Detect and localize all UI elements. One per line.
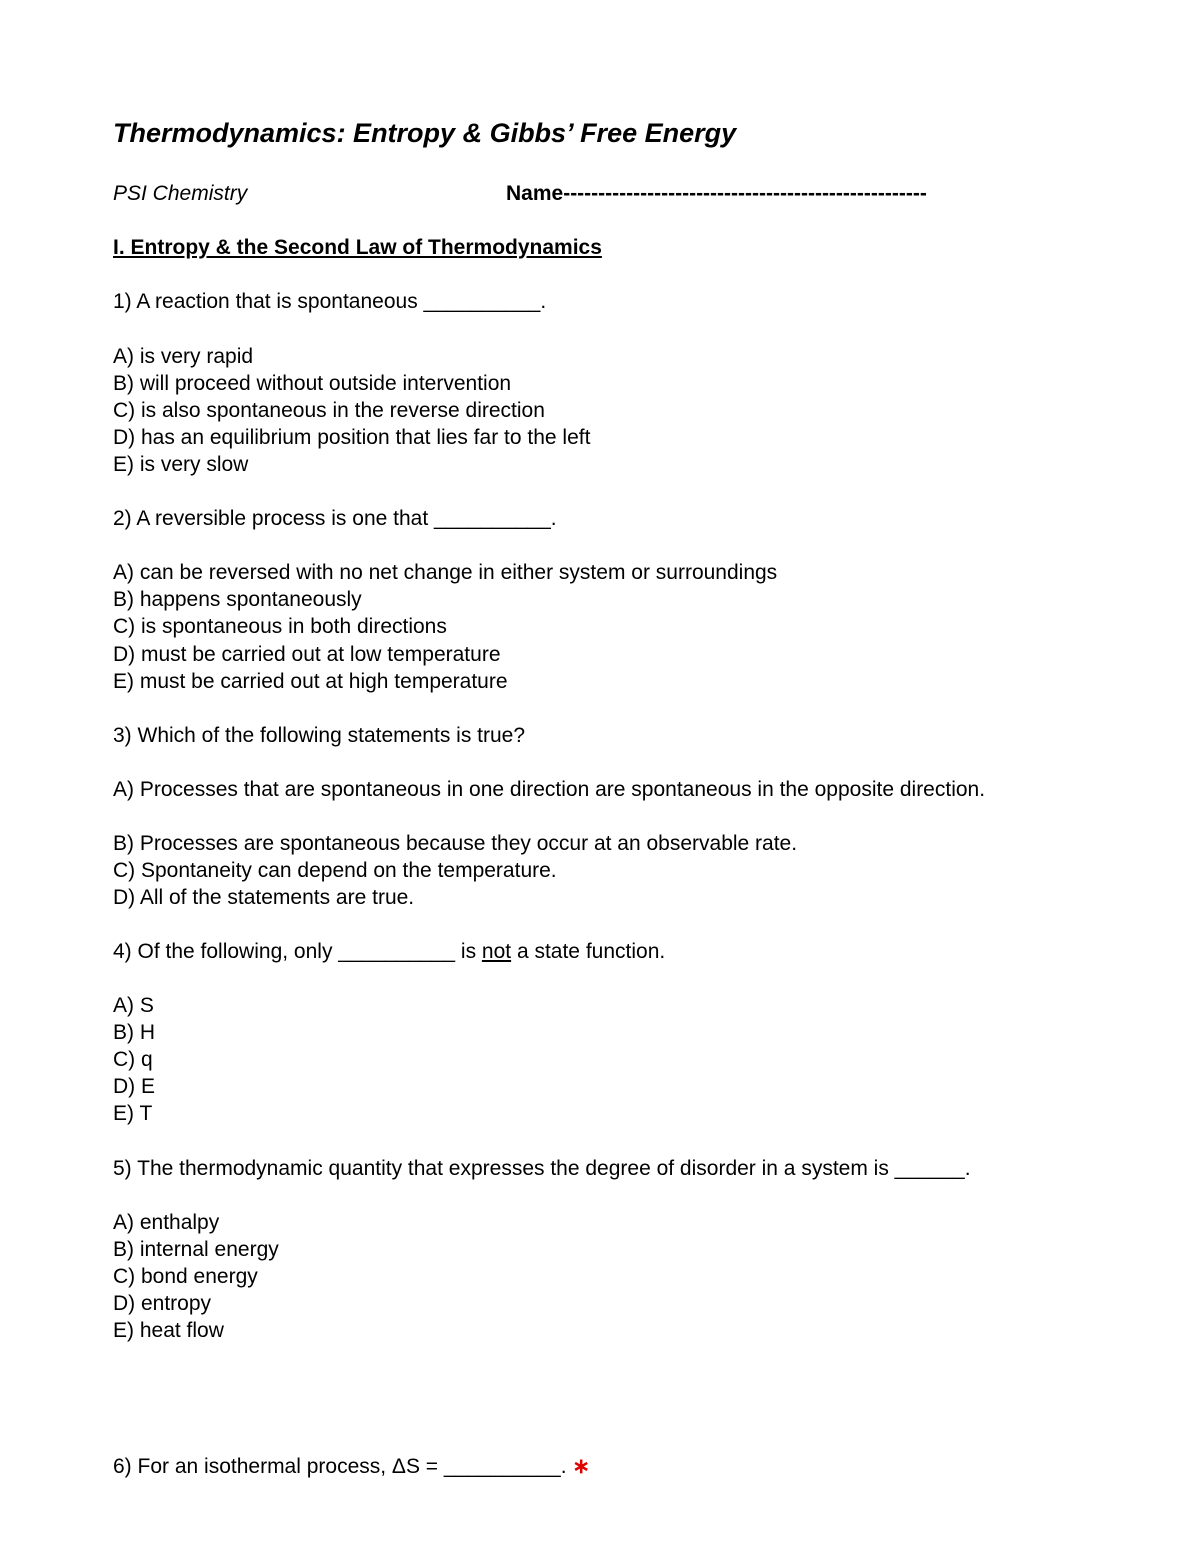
subject-label: PSI Chemistry <box>113 182 248 205</box>
asterisk-marker-icon: ∗ <box>572 1455 590 1478</box>
page-title: Thermodynamics: Entropy & Gibbs’ Free Energy <box>113 118 737 148</box>
question-3-stem: 3) Which of the following statements is true? <box>113 724 526 747</box>
question-1-stem: 1) A reaction that is spontaneous __________. <box>113 290 547 313</box>
question-2-option-a: A) can be reversed with no net change in either system or surroundings <box>113 561 778 584</box>
question-5-option-d: D) entropy <box>113 1292 212 1315</box>
question-5-option-c: C) bond energy <box>113 1265 258 1288</box>
question-5-stem: 5) The thermodynamic quantity that expresses the degree of disorder in a system is ______. <box>113 1157 971 1180</box>
question-4-option-c: C) q <box>113 1048 153 1071</box>
question-3-option-a: A) Processes that are spontaneous in one direction are spontaneous in the opposite direction. <box>113 778 986 801</box>
question-4-option-b: B) H <box>113 1021 155 1044</box>
question-4-stem-underlined: not <box>481 940 512 963</box>
question-4-stem-after: a state function. <box>511 940 666 963</box>
question-3-option-c: C) Spontaneity can depend on the temperature. <box>113 859 557 882</box>
question-3-option-b: B) Processes are spontaneous because they occur at an observable rate. <box>113 832 798 855</box>
section-heading: I. Entropy & the Second Law of Thermodynamics <box>113 236 602 259</box>
question-6-stem-text: 6) For an isothermal process, ΔS = __________. <box>113 1455 573 1478</box>
question-5-option-a: A) enthalpy <box>113 1211 220 1234</box>
question-1-option-a: A) is very rapid <box>113 345 254 368</box>
question-4-stem-before: 4) Of the following, only __________ is <box>113 940 482 963</box>
question-1-option-c: C) is also spontaneous in the reverse direction <box>113 399 545 422</box>
question-1-option-d: D) has an equilibrium position that lies far to the left <box>113 426 591 449</box>
question-4-option-a: A) S <box>113 994 154 1017</box>
question-2-option-e: E) must be carried out at high temperature <box>113 670 508 693</box>
question-2-option-c: C) is spontaneous in both directions <box>113 615 447 638</box>
question-4-option-e: E) T <box>113 1102 153 1125</box>
question-5-option-e: E) heat flow <box>113 1319 224 1342</box>
question-2-option-b: B) happens spontaneously <box>113 588 362 611</box>
name-field-label: Name---------------------------------------------------- <box>506 182 927 205</box>
question-2-stem: 2) A reversible process is one that __________. <box>113 507 557 530</box>
question-6-stem <box>113 1453 590 1480</box>
question-2-option-d: D) must be carried out at low temperature <box>113 643 501 666</box>
question-4-stem <box>113 938 665 965</box>
question-4-option-d: D) E <box>113 1075 155 1098</box>
question-1-option-e: E) is very slow <box>113 453 249 476</box>
question-1-option-b: B) will proceed without outside intervention <box>113 372 512 395</box>
question-5-option-b: B) internal energy <box>113 1238 279 1261</box>
question-3-option-d: D) All of the statements are true. <box>113 886 415 909</box>
